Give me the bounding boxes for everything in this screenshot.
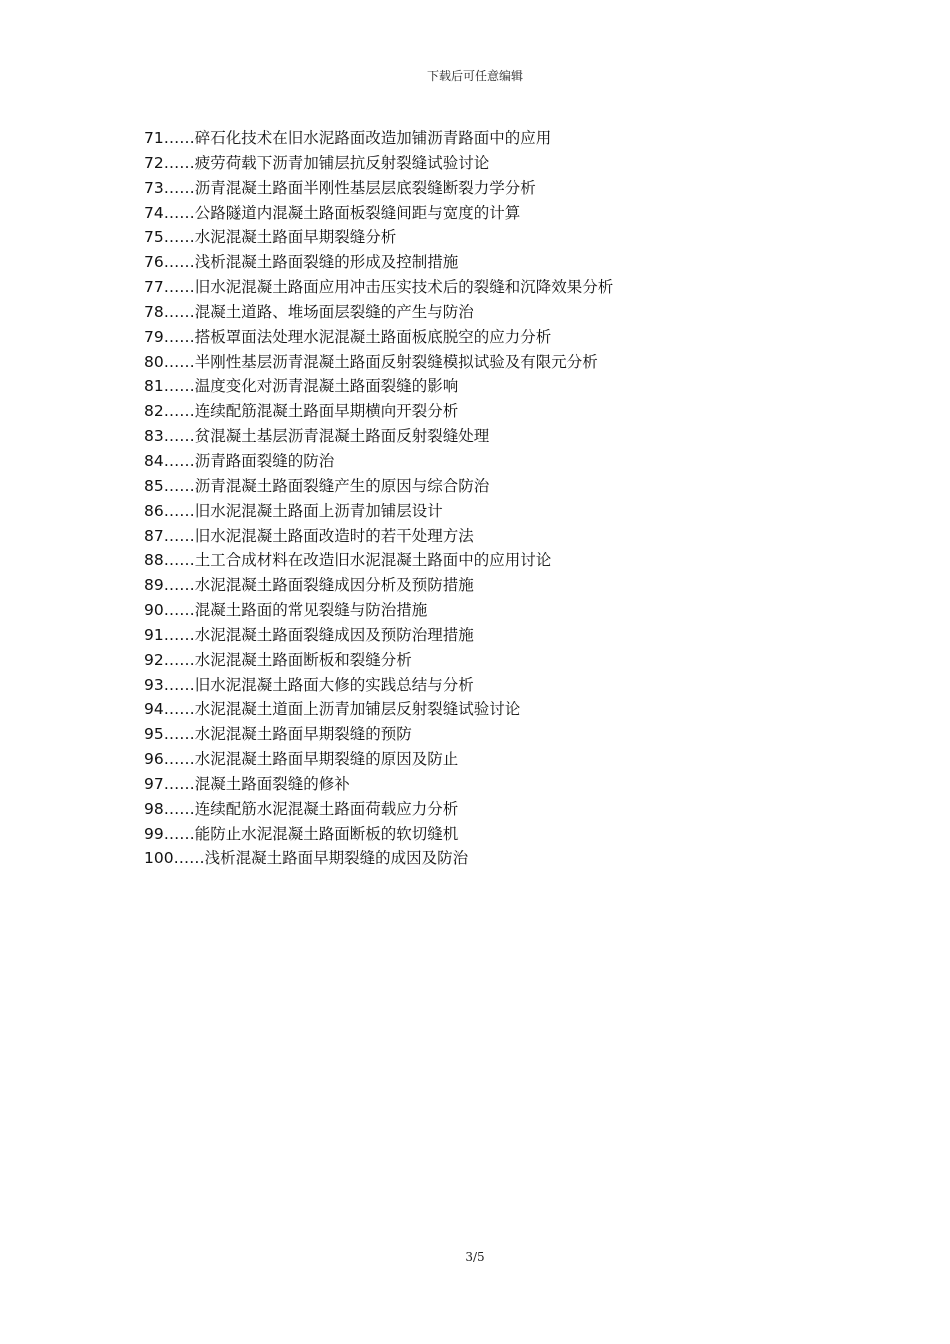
toc-item-77: 77……旧水泥混凝土路面应用冲击压实技术后的裂缝和沉降效果分析 (144, 278, 614, 297)
toc-list (144, 127, 613, 872)
toc-item-86: 86……旧水泥混凝土路面上沥青加铺层设计 (144, 501, 443, 520)
toc-item-71: 71……碎石化技术在旧水泥路面改造加铺沥青路面中的应用 (144, 129, 552, 147)
toc-item-87: 87……旧水泥混凝土路面改造时的若干处理方法 (144, 526, 474, 545)
toc-item-95: 95……水泥混凝土路面早期裂缝的预防 (144, 725, 412, 744)
toc-item-100: 100……浅析混凝土路面早期裂缝的成因及防治 (144, 849, 469, 868)
toc-item-92: 92……水泥混凝土路面断板和裂缝分析 (144, 650, 412, 669)
toc-item-88: 88……土工合成材料在改造旧水泥混凝土路面中的应用讨论 (144, 551, 552, 570)
toc-item-74: 74……公路隧道内混凝土路面板裂缝间距与宽度的计算 (144, 203, 521, 222)
toc-item-79: 79……搭板罩面法处理水泥混凝土路面板底脱空的应力分析 (144, 327, 552, 346)
page-header: 下载后可任意编辑 (426, 69, 523, 83)
toc-item-72: 72……疲劳荷载下沥青加铺层抗反射裂缝试验讨论 (144, 153, 490, 172)
toc-item-73: 73……沥青混凝土路面半刚性基层层底裂缝断裂力学分析 (144, 178, 536, 197)
toc-item-93: 93……旧水泥混凝土路面大修的实践总结与分析 (144, 675, 474, 694)
toc-item-99: 99……能防止水泥混凝土路面断板的软切缝机 (144, 824, 459, 843)
toc-item-75: 75……水泥混凝土路面早期裂缝分析 (144, 228, 397, 247)
toc-item-76: 76……浅析混凝土路面裂缝的形成及控制措施 (144, 253, 459, 272)
toc-item-78: 78……混凝土道路、堆场面层裂缝的产生与防治 (144, 302, 474, 321)
toc-item-81: 81……温度变化对沥青混凝土路面裂缝的影响 (144, 377, 459, 396)
toc-item-83: 83……贫混凝土基层沥青混凝土路面反射裂缝处理 (144, 427, 490, 446)
toc-item-89: 89……水泥混凝土路面裂缝成因分析及预防措施 (144, 576, 474, 595)
page-number: 3/5 (465, 1250, 485, 1264)
toc-item-94: 94……水泥混凝土道面上沥青加铺层反射裂缝试验讨论 (144, 700, 521, 719)
toc-item-80: 80……半刚性基层沥青混凝土路面反射裂缝模拟试验及有限元分析 (144, 352, 598, 371)
toc-item-84: 84……沥青路面裂缝的防治 (144, 451, 335, 470)
toc-item-98: 98……连续配筋水泥混凝土路面荷载应力分析 (144, 799, 459, 818)
toc-item-96: 96……水泥混凝土路面早期裂缝的原因及防止 (144, 750, 459, 769)
toc-item-85: 85……沥青混凝土路面裂缝产生的原因与综合防治 (144, 476, 490, 495)
toc-item-82: 82……连续配筋混凝土路面早期横向开裂分析 (144, 402, 459, 421)
toc-item-90: 90……混凝土路面的常见裂缝与防治措施 (144, 601, 428, 620)
toc-item-91: 91……水泥混凝土路面裂缝成因及预防治理措施 (144, 625, 474, 644)
toc-item-97: 97……混凝土路面裂缝的修补 (144, 774, 350, 793)
